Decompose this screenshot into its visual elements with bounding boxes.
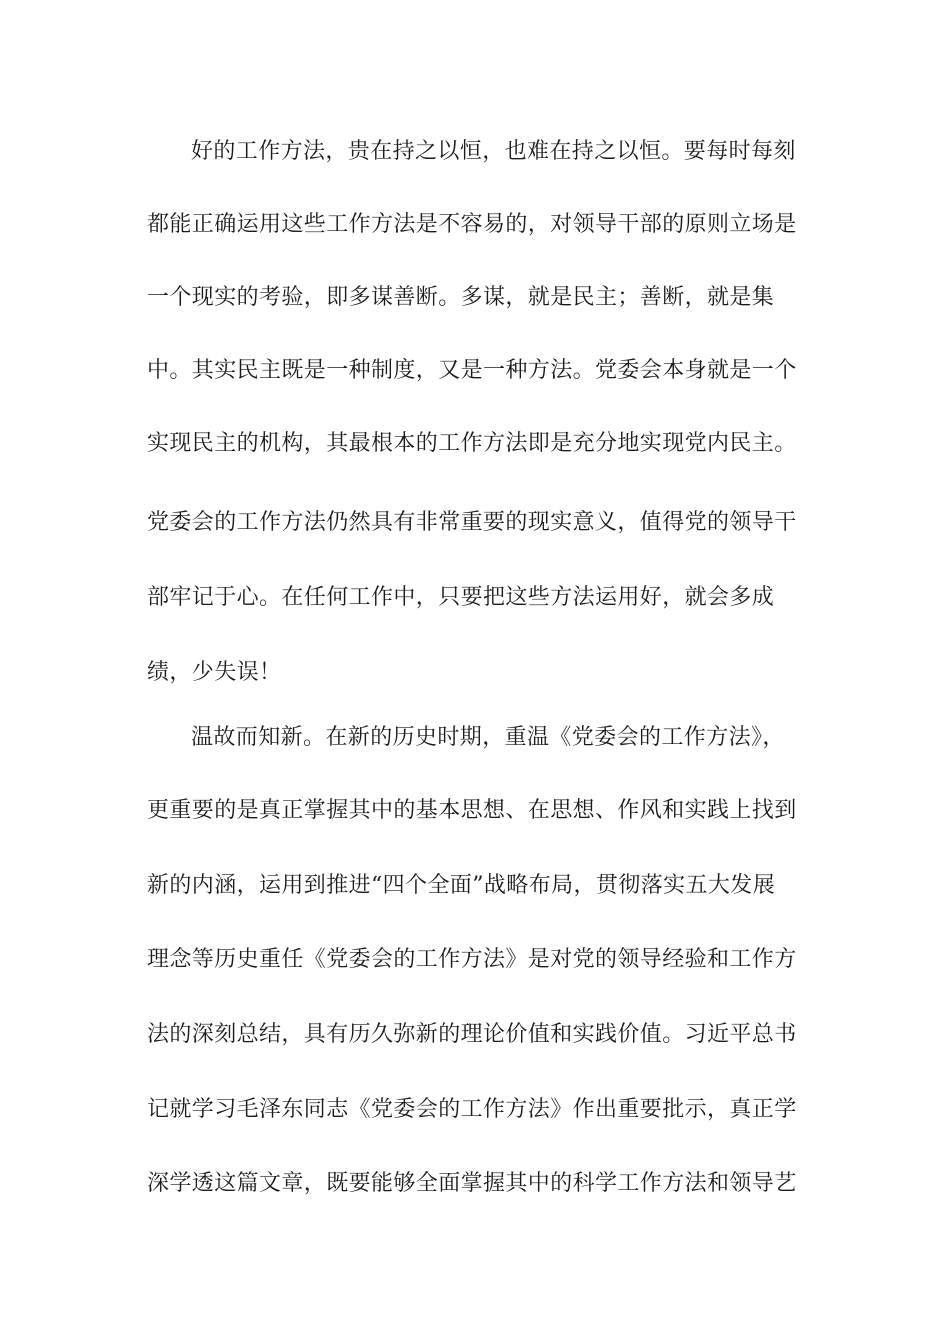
paragraph-2-line-6: 记就学习毛泽东同志《党委会的工作方法》作出重要批示，真正学 [147,1097,797,1122]
paragraph-1-line-6: 党委会的工作方法仍然具有非常重要的现实意义，值得党的领导干 [147,510,797,535]
paragraph-1-line-1: 好的工作方法，贵在持之以恒，也难在持之以恒。要每时每刻 [191,139,796,164]
paragraph-2-line-7: 深学透这篇文章，既要能够全面掌握其中的科学工作方法和领导艺 [147,1171,797,1196]
paragraph-1-line-4: 中。其实民主既是一种制度，又是一种方法。党委会本身就是一个 [147,358,797,383]
paragraph-2-line-3: 新的内涵，运用到推进“四个全面”战略布局，贯彻落实五大发展 [147,873,776,898]
paragraph-2-line-5: 法的深刻总结，具有历久弥新的理论价值和实践价值。习近平总书 [147,1022,797,1047]
paragraph-2-line-1: 温故而知新。在新的历史时期，重温《党委会的工作方法》， [191,725,785,750]
paragraph-1-line-8: 绩，少失误！ [147,660,282,685]
paragraph-2-line-2: 更重要的是真正掌握其中的基本思想、在思想、作风和实践上找到 [147,798,797,823]
paragraph-1-line-7: 部牢记于心。在任何工作中，只要把这些方法运用好，就会多成 [147,585,775,610]
paragraph-1-line-3: 一个现实的考验，即多谋善断。多谋，就是民主；善断，就是集 [147,285,775,310]
paragraph-1-line-5: 实现民主的机构，其最根本的工作方法即是充分地实现党内民主。 [147,431,797,456]
paragraph-2-line-4: 理念等历史重任《党委会的工作方法》是对党的领导经验和工作方 [147,947,797,972]
paragraph-1-line-2: 都能正确运用这些工作方法是不容易的，对领导干部的原则立场是 [147,212,797,237]
